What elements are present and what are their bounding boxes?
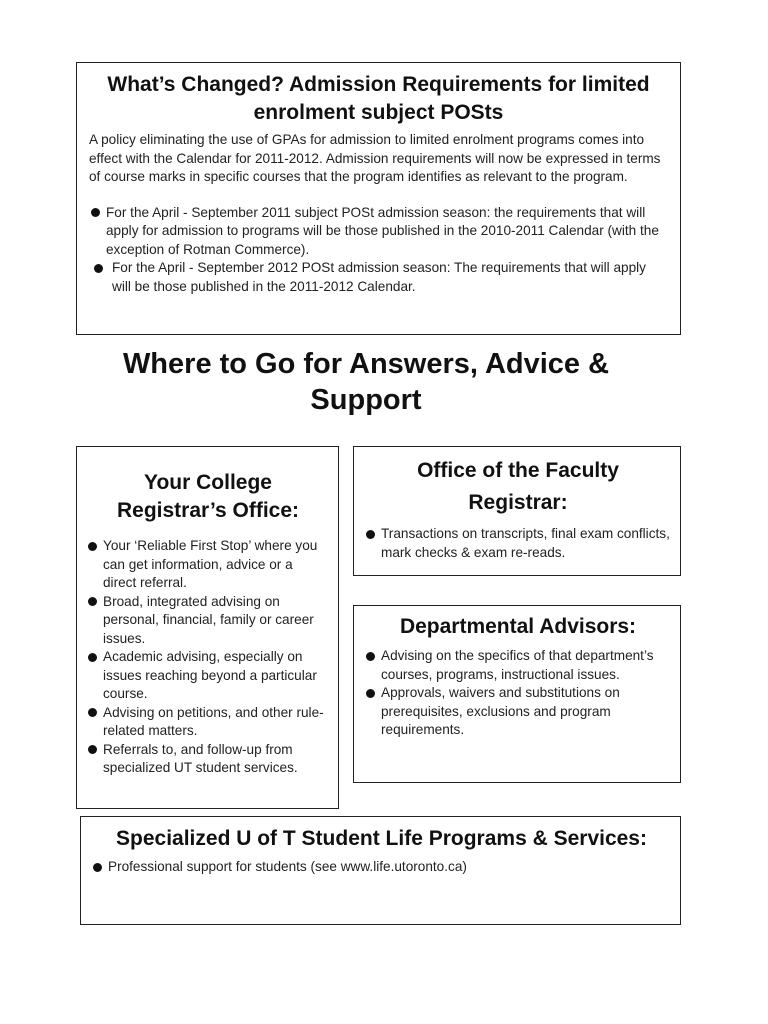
list-item [89,259,668,296]
bullet-text: Advising on the specifics of that department’s courses, programs, instructional issues. [381,648,654,682]
list-item [88,537,328,593]
bullet-text: For the April - September 2011 subject POSt admission season: the requirements that will apply for admission to programs will be those published in the 2010-2011 Calendar (with the exception of Rotman Commerce). [106,204,659,257]
faculty-registrar-box [353,446,681,576]
list-item [88,741,328,778]
list-item [366,647,670,684]
list-item [366,684,670,740]
bullet-text: Referrals to, and follow-up from specialized UT student services. [103,741,298,775]
list-item [366,525,670,562]
bullet-text: Professional support for students (see www.life.utoronto.ca) [108,859,467,874]
bullet-text: Your ‘Reliable First Stop’ where you can get information, advice or a direct referral. [103,538,318,590]
bullet-icon [91,208,100,217]
whats-changed-box [76,62,681,335]
departmental-advisors-title: Departmental Advisors: [399,615,637,638]
bullet-text: Approvals, waivers and substitutions on prerequisites, exclusions and program requirements. [381,685,620,737]
bullet-text: Broad, integrated advising on personal, financial, family or career issues. [103,593,314,646]
bullet-icon [366,689,375,698]
bullet-icon [88,542,97,551]
list-item [88,648,328,704]
departmental-advisors-box [353,605,681,783]
college-registrar-title: Your College Registrar’s Office: [116,471,300,522]
college-registrar-box [76,446,339,809]
whats-changed-title: What’s Changed? Admission Requirements for limited enrolment subject POSts [107,73,650,124]
bullet-text: For the April - September 2012 POSt admission season: The requirements that will apply will be those published in the 2011-2012 Calendar. [112,260,646,294]
bullet-icon [88,597,97,606]
list-item [88,704,328,741]
list-item [88,593,328,649]
bullet-icon [366,530,375,539]
list-item [93,858,670,877]
bullet-icon [94,264,103,273]
policy-intro-paragraph: A policy eliminating the use of GPAs for admission to limited enrolment programs comes into effect with the Calendar for 2011-2012. Admission requirements will now be expressed in terms of course marks in specific courses that the program identifies as relevant to the program. [89,132,661,184]
bullet-icon [366,652,375,661]
bullet-text: Transactions on transcripts, final exam conflicts, mark checks & exam re-reads. [381,526,670,560]
list-item [89,204,668,260]
bullet-icon [93,863,102,872]
page-title: Where to Go for Answers, Advice & Support [122,348,610,416]
bullet-icon [88,708,97,717]
faculty-registrar-title: Office of the Faculty Registrar: [417,459,619,514]
student-life-title: Specialized U of T Student Life Programs & Services: [116,827,647,850]
bullet-icon [88,653,97,662]
bullet-text: Advising on petitions, and other rule-related matters. [103,704,324,738]
student-life-box [80,816,681,925]
bullet-text: Academic advising, especially on issues reaching beyond a particular course. [103,649,317,701]
bullet-icon [88,745,97,754]
